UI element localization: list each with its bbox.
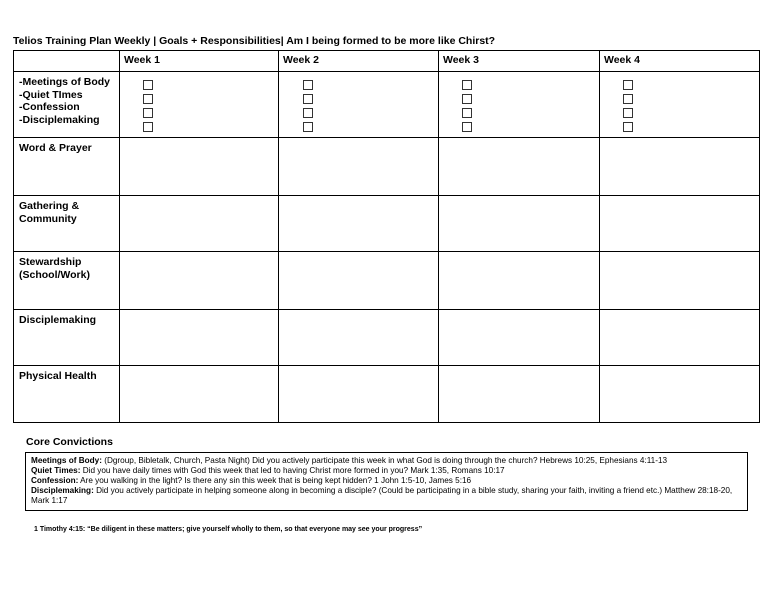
stewardship-week-3-cell[interactable] bbox=[439, 252, 600, 310]
core-item-confession bbox=[31, 476, 742, 486]
stewardship-week-1-cell[interactable] bbox=[120, 252, 279, 310]
scripture-verse: 1 Timothy 4:15: “Be diligent in these matters; give yourself wholly to them, so that everyone may see your progress” bbox=[34, 526, 423, 533]
word-prayer-week-4-cell[interactable] bbox=[600, 138, 760, 196]
core-text-confession: Are you walking in the light? Is there any sin this week that is being kept hidden? 1 John 1:5-10, James 5:16 bbox=[78, 475, 472, 485]
week-2-disciplemaking-checkbox[interactable] bbox=[303, 122, 313, 132]
week-1-meetings-checkbox[interactable] bbox=[143, 80, 153, 90]
physical-health-label bbox=[14, 366, 120, 423]
week-3-checklist-cell bbox=[439, 72, 600, 138]
gathering-community-week-1-cell[interactable] bbox=[120, 196, 279, 252]
week-3-confession-checkbox[interactable] bbox=[462, 108, 472, 118]
week-4-checklist-cell bbox=[600, 72, 760, 138]
stewardship-label bbox=[14, 252, 120, 310]
week-2-quiet-times-checkbox[interactable] bbox=[303, 94, 313, 104]
training-plan-table bbox=[13, 50, 760, 423]
core-item-meetings bbox=[31, 456, 742, 466]
page-title: Telios Training Plan Weekly | Goals + Responsibilities| Am I being formed to be more like Chirst? bbox=[13, 35, 496, 47]
disciplemaking-week-1-cell[interactable] bbox=[120, 310, 279, 366]
core-text-quiet-times: Did you have daily times with God this week that led to having Christ more formed in you? Mark 1:35, Romans 10:17 bbox=[80, 465, 505, 475]
core-item-quiet-times bbox=[31, 466, 742, 476]
core-convictions-heading: Core Convictions bbox=[26, 436, 113, 448]
week-2-confession-checkbox[interactable] bbox=[303, 108, 313, 118]
week-3-checkboxes bbox=[462, 80, 472, 132]
physical-health-week-2-cell[interactable] bbox=[279, 366, 439, 423]
week-2-checkboxes bbox=[303, 80, 313, 132]
core-text-disciplemaking: Did you actively participate in helping someone along in becoming a disciple? (Could be participating in a bible study, sharing your faith, inviting a friend etc.) Matthew 28:18-20, Mark 1:17 bbox=[31, 485, 733, 505]
week-4-quiet-times-checkbox[interactable] bbox=[623, 94, 633, 104]
disciplemaking-week-4-cell[interactable] bbox=[600, 310, 760, 366]
checklist-item-meetings: -Meetings of Body bbox=[19, 76, 110, 88]
stewardship-week-2-cell[interactable] bbox=[279, 252, 439, 310]
disciplemaking-label-text: Disciplemaking bbox=[19, 314, 97, 326]
word-prayer-label bbox=[14, 138, 120, 196]
physical-health-week-1-cell[interactable] bbox=[120, 366, 279, 423]
checklist-item-confession: -Confession bbox=[19, 101, 80, 113]
core-item-disciplemaking bbox=[31, 486, 742, 506]
week-2-meetings-checkbox[interactable] bbox=[303, 80, 313, 90]
stewardship-row bbox=[14, 252, 760, 310]
header-row bbox=[14, 51, 760, 72]
core-term-disciplemaking: Disciplemaking: bbox=[31, 485, 94, 495]
disciplemaking-week-3-cell[interactable] bbox=[439, 310, 600, 366]
disciplemaking-week-2-cell[interactable] bbox=[279, 310, 439, 366]
week-4-disciplemaking-checkbox[interactable] bbox=[623, 122, 633, 132]
week-1-confession-checkbox[interactable] bbox=[143, 108, 153, 118]
gathering-community-week-3-cell[interactable] bbox=[439, 196, 600, 252]
week-3-header: Week 3 bbox=[439, 51, 600, 72]
gathering-community-label-line-2: Community bbox=[19, 212, 77, 225]
physical-health-week-4-cell[interactable] bbox=[600, 366, 760, 423]
stewardship-label-line-1: Stewardship bbox=[19, 256, 82, 268]
week-3-quiet-times-checkbox[interactable] bbox=[462, 94, 472, 104]
physical-health-label-text: Physical Health bbox=[19, 370, 97, 382]
week-1-disciplemaking-checkbox[interactable] bbox=[143, 122, 153, 132]
week-2-checklist-cell bbox=[279, 72, 439, 138]
physical-health-week-3-cell[interactable] bbox=[439, 366, 600, 423]
word-prayer-week-3-cell[interactable] bbox=[439, 138, 600, 196]
core-convictions-box bbox=[25, 452, 748, 511]
core-term-quiet-times: Quiet Times: bbox=[31, 465, 81, 475]
stewardship-week-4-cell[interactable] bbox=[600, 252, 760, 310]
gathering-community-row bbox=[14, 196, 760, 252]
header-corner bbox=[14, 51, 120, 72]
checklist-row bbox=[14, 72, 760, 138]
week-1-header: Week 1 bbox=[120, 51, 279, 72]
week-4-confession-checkbox[interactable] bbox=[623, 108, 633, 118]
week-1-checkboxes bbox=[143, 80, 153, 132]
week-3-disciplemaking-checkbox[interactable] bbox=[462, 122, 472, 132]
gathering-community-label bbox=[14, 196, 120, 252]
gathering-community-label-line-1: Gathering & bbox=[19, 200, 80, 212]
gathering-community-week-4-cell[interactable] bbox=[600, 196, 760, 252]
word-prayer-row bbox=[14, 138, 760, 196]
week-1-quiet-times-checkbox[interactable] bbox=[143, 94, 153, 104]
week-4-header: Week 4 bbox=[600, 51, 760, 72]
core-term-meetings: Meetings of Body: bbox=[31, 456, 102, 465]
physical-health-row bbox=[14, 366, 760, 423]
week-4-meetings-checkbox[interactable] bbox=[623, 80, 633, 90]
stewardship-label-line-2: (School/Work) bbox=[19, 268, 90, 281]
checklist-label bbox=[14, 72, 120, 138]
week-1-checklist-cell bbox=[120, 72, 279, 138]
checklist-item-quiet-times: -Quiet TImes bbox=[19, 88, 83, 101]
core-text-meetings: (Dgroup, Bibletalk, Church, Pasta Night) Did you actively participate this week in what God is doing through the church? Hebrews 10:25, Ephesians 4:11-13 bbox=[101, 456, 668, 465]
word-prayer-week-1-cell[interactable] bbox=[120, 138, 279, 196]
word-prayer-label-text: Word & Prayer bbox=[19, 142, 92, 154]
week-2-header: Week 2 bbox=[279, 51, 439, 72]
core-term-confession: Confession: bbox=[31, 475, 79, 485]
checklist-item-disciplemaking: -Disciplemaking bbox=[19, 113, 100, 126]
disciplemaking-label bbox=[14, 310, 120, 366]
gathering-community-week-2-cell[interactable] bbox=[279, 196, 439, 252]
word-prayer-week-2-cell[interactable] bbox=[279, 138, 439, 196]
week-4-checkboxes bbox=[623, 80, 633, 132]
disciplemaking-row bbox=[14, 310, 760, 366]
week-3-meetings-checkbox[interactable] bbox=[462, 80, 472, 90]
